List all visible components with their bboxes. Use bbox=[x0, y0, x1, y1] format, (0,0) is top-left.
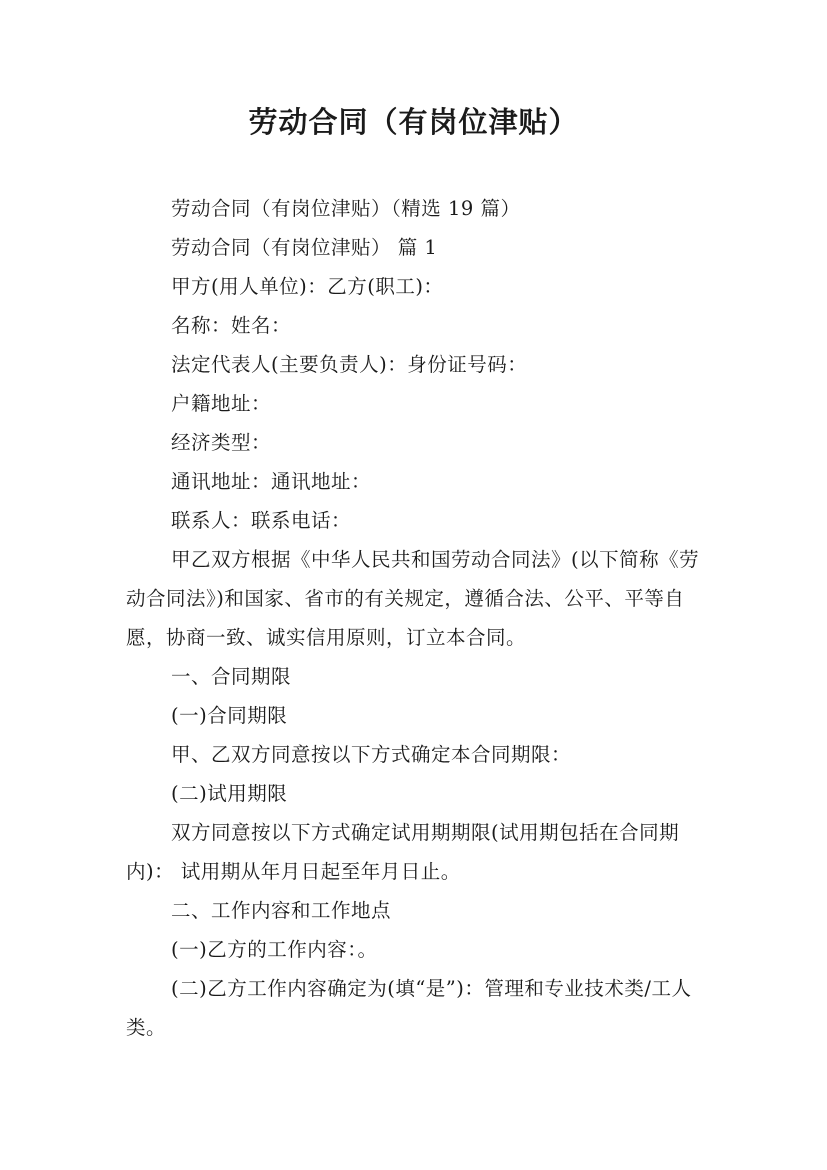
paragraph-name: 名称：姓名： bbox=[171, 314, 292, 337]
paragraph-preamble: 甲乙双方根据《中华人民共和国劳动合同法》(以下简称《劳动合同法》)和国家、省市的有关规定，遵循合法、公平、平等自愿，协商一致、诚实信用原则，订立本合同。 bbox=[126, 548, 700, 649]
paragraph-subtitle: 劳动合同（有岗位津贴）（精选 19 篇） bbox=[171, 197, 521, 220]
document-title: 劳动合同（有岗位津贴） bbox=[248, 105, 579, 139]
paragraph-legal-rep: 法定代表人(主要负责人)：身份证号码： bbox=[171, 353, 528, 376]
paragraph-contact: 联系人：联系电话： bbox=[171, 509, 352, 532]
paragraph-contract-term-method: 甲、乙双方同意按以下方式确定本合同期限： bbox=[171, 743, 572, 766]
paragraph-contract-term-heading: 一、合同期限 bbox=[171, 665, 292, 688]
paragraph-section-heading: 劳动合同（有岗位津贴） 篇 1 bbox=[171, 236, 438, 259]
paragraph-mailing-address: 通讯地址：通讯地址： bbox=[171, 470, 372, 493]
paragraph-work-category: (二)乙方工作内容确定为(填“是”)：管理和专业技术类/工人类。 bbox=[126, 977, 692, 1039]
paragraph-work-content: (一)乙方的工作内容：。 bbox=[171, 938, 378, 961]
paragraph-economic-type: 经济类型： bbox=[171, 431, 272, 454]
document-body bbox=[126, 189, 716, 1047]
paragraph-contract-term-sub: (一)合同期限 bbox=[171, 704, 288, 727]
paragraph-household-address: 户籍地址： bbox=[171, 392, 272, 415]
paragraph-probation-method: 双方同意按以下方式确定试用期期限(试用期包括在合同期内)： 试用期从年月日起至年月日止。 bbox=[126, 821, 680, 883]
paragraph-parties: 甲方(用人单位)：乙方(职工)： bbox=[171, 275, 444, 298]
paragraph-work-content-heading: 二、工作内容和工作地点 bbox=[171, 899, 392, 922]
paragraph-probation-heading: (二)试用期限 bbox=[171, 782, 288, 805]
